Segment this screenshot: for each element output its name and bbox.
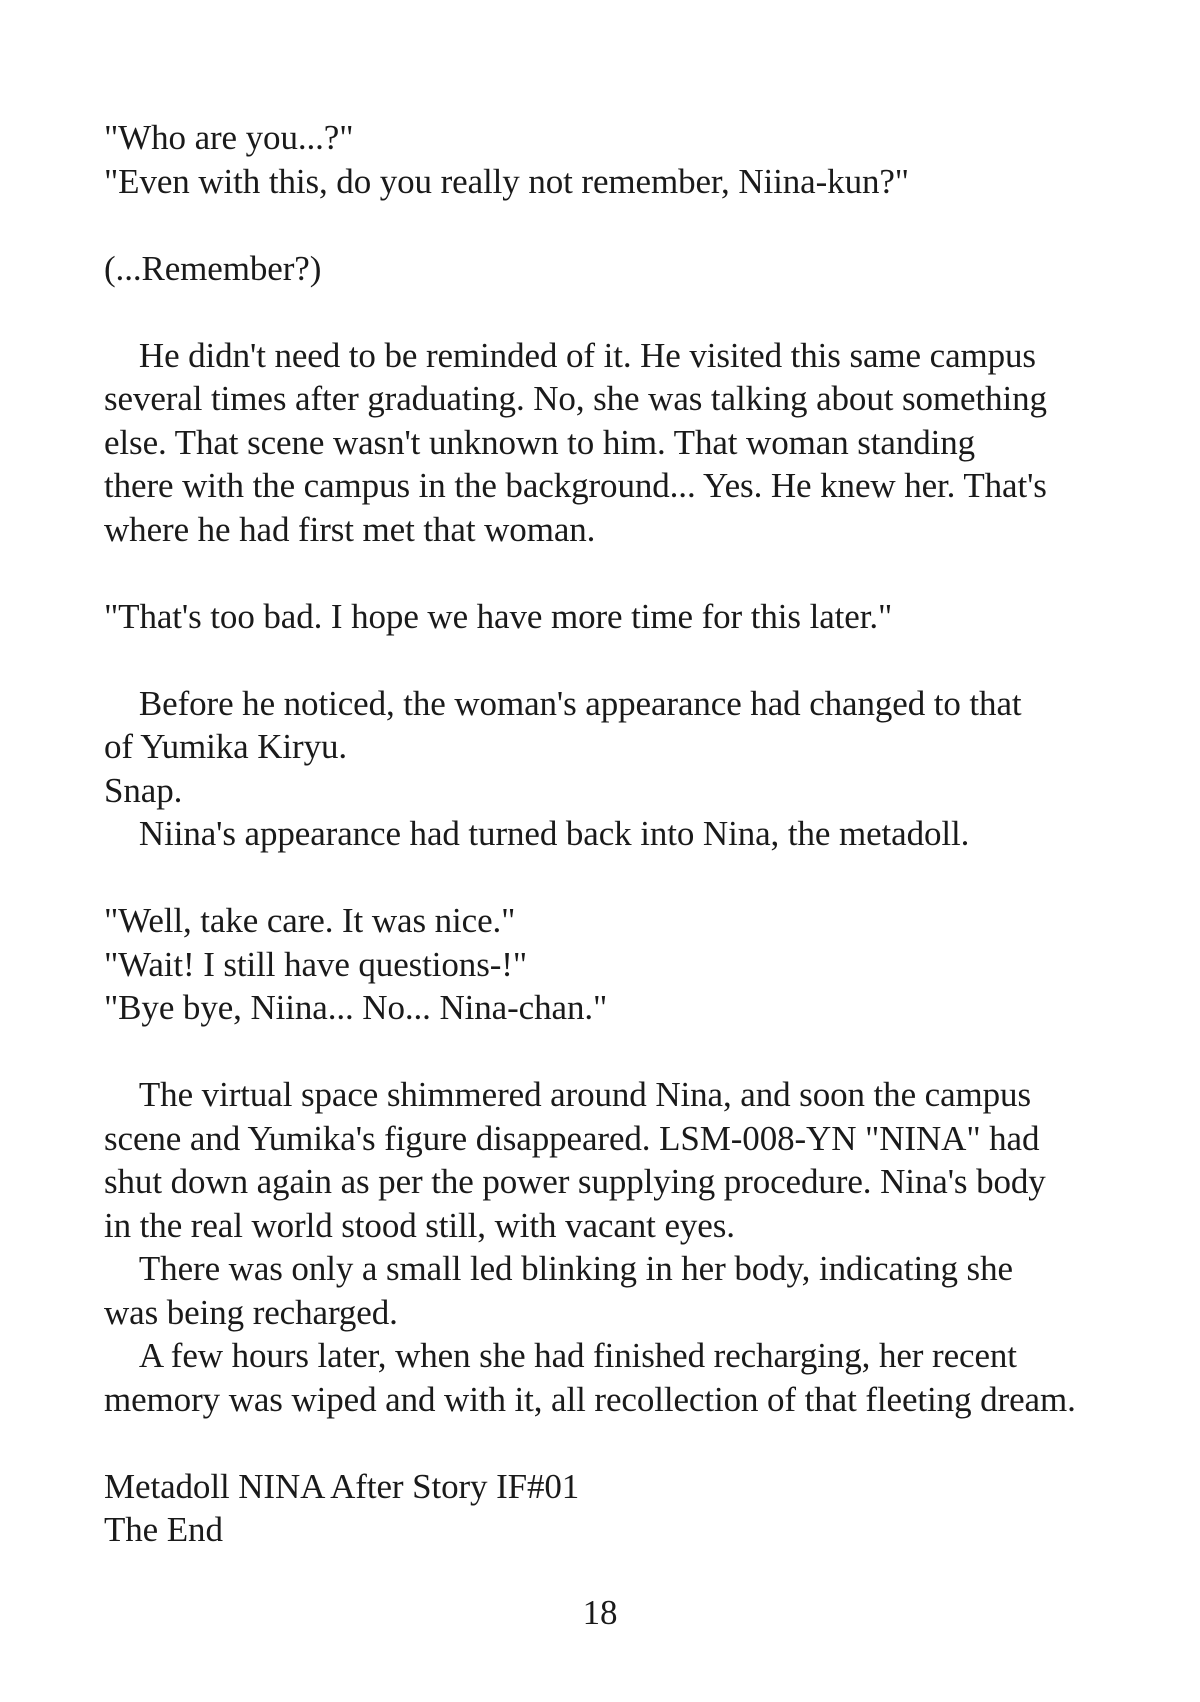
text-line: of Yumika Kiryu.	[104, 727, 348, 766]
text-line: scene and Yumika's figure disappeared. LSM-008-YN "NINA" had	[104, 1118, 1040, 1158]
text-line: "That's too bad. I hope we have more time for this later."	[104, 596, 893, 636]
text-line: "Who are you...?"	[104, 118, 354, 157]
text-line: "Well, take care. It was nice."	[104, 901, 516, 940]
text-line: else. That scene wasn't unknown to him. That woman standing	[104, 422, 976, 462]
paragraph-gap	[104, 1421, 1154, 1465]
text-line: The End	[104, 1510, 223, 1549]
closing-credit	[104, 1465, 1154, 1552]
text-line: The virtual space shimmered around Nina, and soon the campus	[104, 1075, 1031, 1114]
paragraph-gap	[104, 1030, 1154, 1074]
paragraph	[104, 899, 1154, 1030]
text-line: He didn't need to be reminded of it. He visited this same campus	[104, 335, 1036, 375]
text-line: A few hours later, when she had finished recharging, her recent	[104, 1336, 1017, 1375]
text-line: several times after graduating. No, she was talking about something	[104, 379, 1047, 418]
text-line: in the real world stood still, with vacant eyes.	[104, 1205, 735, 1245]
text-line: Before he noticed, the woman's appearance had changed to that	[104, 683, 1022, 723]
page-number: 18	[582, 1593, 618, 1632]
text-line: where he had first met that woman.	[104, 509, 596, 549]
paragraph-gap	[104, 551, 1154, 595]
text-line: shut down again as per the power supplying procedure. Nina's body	[104, 1162, 1046, 1201]
paragraph	[104, 116, 1154, 203]
paragraph	[104, 247, 1154, 291]
paragraph-gap	[104, 290, 1154, 334]
text-line: "Wait! I still have questions-!"	[104, 944, 528, 984]
text-line: was being recharged.	[104, 1292, 398, 1332]
story-text	[104, 116, 1154, 1552]
paragraph	[104, 595, 1154, 639]
paragraph	[104, 1073, 1154, 1421]
paragraph-gap	[104, 856, 1154, 900]
text-line: Metadoll NINA After Story IF#01	[104, 1466, 580, 1506]
text-line: There was only a small led blinking in her body, indicating she	[104, 1249, 1013, 1288]
text-line: there with the campus in the background... Yes. He knew her. That's	[104, 466, 1047, 505]
paragraph-gap	[104, 638, 1154, 682]
paragraph	[104, 682, 1154, 856]
text-line: Snap.	[104, 770, 183, 810]
text-line: (...Remember?)	[104, 248, 322, 288]
paragraph-gap	[104, 203, 1154, 247]
text-line: Niina's appearance had turned back into Nina, the metadoll.	[104, 814, 970, 853]
text-line: memory was wiped and with it, all recollection of that fleeting dream.	[104, 1379, 1076, 1419]
text-line: "Bye bye, Niina... No... Nina-chan."	[104, 988, 608, 1027]
paragraph	[104, 334, 1154, 552]
text-line: "Even with this, do you really not remember, Niina-kun?"	[104, 161, 909, 201]
